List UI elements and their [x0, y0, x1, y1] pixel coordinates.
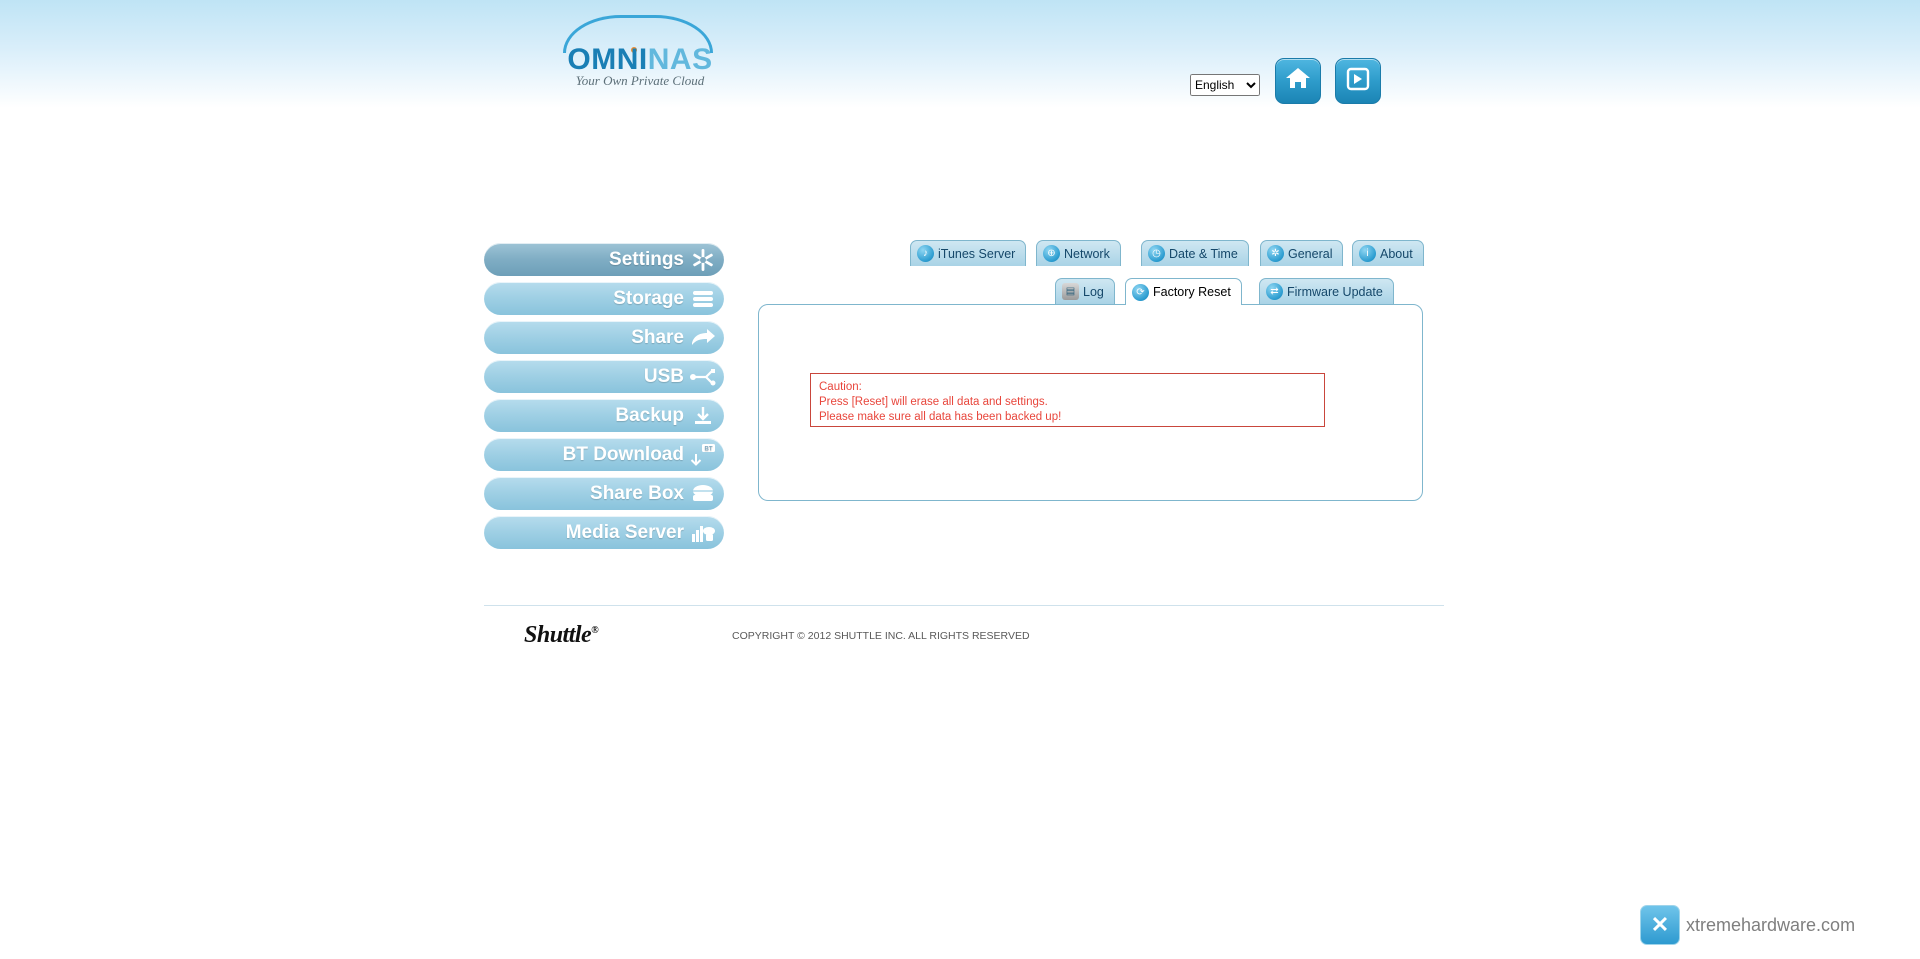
caution-line-body-2: Please make sure all data has been backed up! — [819, 411, 1062, 423]
shuttle-logo — [524, 622, 598, 649]
tab-label: Log — [1083, 284, 1104, 299]
sidebar-item-share[interactable] — [484, 321, 724, 354]
home-button[interactable] — [1275, 58, 1321, 104]
sidebar-item-usb[interactable] — [484, 360, 724, 393]
sidebar-item-label: Media Server — [565, 521, 684, 543]
shuttle-registered-mark: ® — [591, 625, 599, 636]
tab-about[interactable] — [1352, 240, 1424, 266]
logo-tagline: Your Own Private Cloud — [575, 73, 705, 88]
sidebar-item-backup[interactable] — [484, 399, 724, 432]
language-select[interactable] — [1190, 74, 1260, 96]
sidebar-item-media-server[interactable] — [484, 516, 724, 549]
tab-itunes-server[interactable] — [910, 240, 1026, 266]
tab-log[interactable] — [1055, 278, 1115, 304]
log-page-icon: ▤ — [1062, 283, 1079, 300]
page-footer — [484, 605, 1444, 666]
home-icon — [1285, 66, 1311, 90]
disk-stack-icon — [690, 286, 716, 312]
reset-icon: ⟳ — [1132, 284, 1149, 301]
caution-line-title: Caution: — [819, 381, 862, 393]
clock-icon: ◷ — [1148, 245, 1165, 262]
logo-wordmark — [555, 43, 725, 77]
tab-label: About — [1380, 246, 1413, 261]
shuttle-brand: Shuttle — [524, 622, 592, 648]
gear-icon — [690, 247, 716, 273]
sidebar-item-label: Share — [631, 326, 684, 348]
tab-network[interactable] — [1036, 240, 1121, 266]
share-box-icon — [690, 481, 716, 507]
tab-firmware-update[interactable] — [1259, 278, 1394, 304]
tab-label: Firmware Update — [1287, 284, 1383, 299]
caution-line-body-1: Press [Reset] will erase all data and settings. — [819, 396, 1048, 408]
bt-download-icon — [690, 442, 716, 468]
logout-icon — [1345, 66, 1371, 92]
page-body — [0, 108, 1920, 648]
tab-label: Date & Time — [1169, 246, 1238, 261]
factory-reset-panel — [758, 304, 1423, 501]
sidebar-item-label: Share Box — [590, 482, 684, 504]
sidebar-item-bt-download[interactable] — [484, 438, 724, 471]
info-icon: i — [1359, 245, 1376, 262]
sidebar-item-share-box[interactable] — [484, 477, 724, 510]
tab-label: General — [1288, 246, 1333, 261]
tab-label: Network — [1064, 246, 1110, 261]
watermark-logo-icon: ✕ — [1640, 905, 1680, 945]
watermark-text: xtremehardware.com — [1686, 914, 1856, 935]
sidebar-item-label: Settings — [609, 248, 684, 270]
sidebar-item-storage[interactable] — [484, 282, 724, 315]
backup-download-icon — [690, 403, 716, 429]
site-watermark — [1640, 905, 1855, 945]
sidebar-item-settings[interactable] — [484, 243, 724, 276]
content-area — [758, 240, 1423, 501]
sidebar-item-label: Storage — [613, 287, 684, 309]
logout-button[interactable] — [1335, 58, 1381, 104]
omninas-logo — [555, 15, 725, 93]
gear-circle-icon: ✲ — [1267, 245, 1284, 262]
tab-row-primary — [758, 240, 1423, 268]
refresh-icon: ⇄ — [1266, 283, 1283, 300]
copyright-text: COPYRIGHT © 2012 SHUTTLE INC. ALL RIGHTS RESERVED — [732, 630, 1030, 642]
globe-icon: ⊕ — [1043, 245, 1060, 262]
tab-row-secondary — [758, 278, 1423, 305]
page-header — [0, 0, 1920, 108]
sidebar-item-label: BT Download — [562, 443, 684, 465]
tab-general[interactable] — [1260, 240, 1343, 266]
sidebar-item-label: USB — [643, 365, 684, 387]
music-note-icon: ♪ — [917, 245, 934, 262]
logo-word-left: OMNI — [567, 43, 648, 76]
svg-text:BT: BT — [704, 446, 713, 452]
tab-label: iTunes Server — [938, 246, 1016, 261]
sidebar-item-label: Backup — [615, 404, 684, 426]
sidebar — [484, 243, 724, 555]
media-server-icon — [690, 520, 716, 546]
tab-date-time[interactable] — [1141, 240, 1249, 266]
tab-factory-reset[interactable] — [1125, 278, 1242, 305]
caution-box — [810, 373, 1325, 427]
tab-label: Factory Reset — [1153, 285, 1231, 299]
share-arrow-icon — [690, 325, 716, 351]
usb-icon — [690, 364, 716, 390]
logo-word-right: NAS — [647, 43, 713, 76]
